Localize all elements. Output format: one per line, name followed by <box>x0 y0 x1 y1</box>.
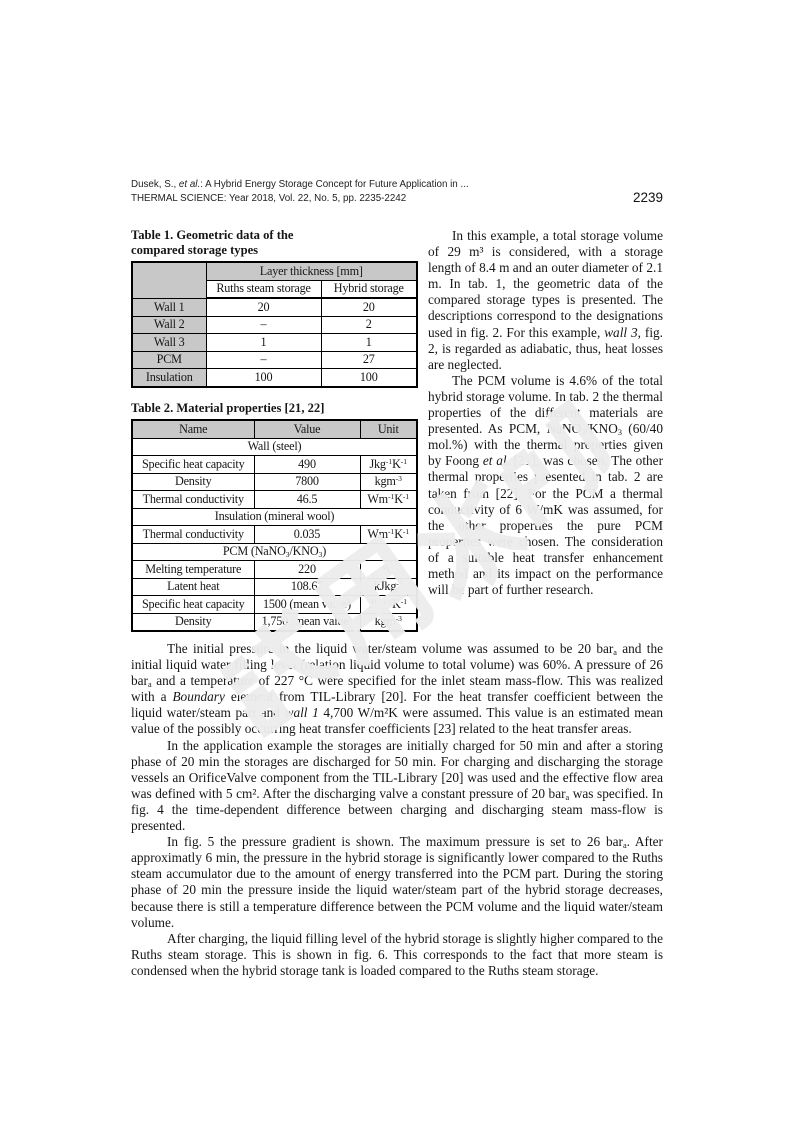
table1-caption-line2: compared storage types <box>131 242 259 257</box>
property-name-cell: Specific heat capacity <box>132 456 254 474</box>
table-row <box>132 561 417 579</box>
property-unit-cell: kgm$^{-3}$ <box>360 613 417 631</box>
table-row <box>132 298 417 316</box>
table-cell: 100 <box>321 369 417 387</box>
row-label-cell: Wall 2 <box>132 316 206 334</box>
section-header-cell: Insulation (mineral wool) <box>132 508 417 526</box>
table-material-properties <box>131 419 418 632</box>
running-header <box>131 178 663 205</box>
property-name-cell: Thermal conductivity <box>132 491 254 509</box>
property-value-cell: 220 <box>254 561 360 579</box>
property-value-cell: 1500 (mean value) <box>254 596 360 614</box>
right-column-paragraph: The PCM volume is 4.6% of the total hybrid storage volume. In tab. 2 the thermal properties of the different materials are presented. As PCM, NaNO3/KNO3 (60/40 mol.%) with the thermal properties given by Foong et al. [21], was chosen. The other thermal properties presented in tab. 2 are taken from [22]. For the PCM a thermal conductivity of 6 W/mK was assumed, for the other properties the pure PCM properties were chosen. The consideration of a suitable heat transfer enhancement method and its impact on the performance will be part of further research. <box>428 372 664 598</box>
table1-caption <box>131 228 416 257</box>
table-cell: 1 <box>206 334 321 352</box>
property-unit-cell: °C <box>360 561 417 579</box>
table-header-cell: Ruths steam storage <box>206 280 321 298</box>
table-row <box>132 369 417 387</box>
body-paragraph: In fig. 5 the pressure gradient is shown. The maximum pressure is set to 26 bara. After approximatly 6 min, the pressure in the hybrid storage is significantly lower compared to the Ruths steam accumulator due to the amount of energy transferred into the PCM part. During the storing phase of 20 min the pressure inside the liquid water/steam part of the hybrid storage decreases, because there is still a temperature difference between the PCM volume and the liquid water/steam volume. <box>131 834 663 930</box>
row-label-cell: Insulation <box>132 369 206 387</box>
row-label-cell: Wall 1 <box>132 298 206 316</box>
body-paragraph: The initial pressure in the liquid water/steam volume was assumed to be 20 bara and the initial liquid water filling level (relation liquid volume to total volume) was 60%. A pressure of 26 bara and a temperature of 227 °C were specified for the inlet steam mass-flow. This was realized with a Boundary element from TIL-Library [20]. For the heat transfer coefficient between the liquid water/steam part and wall 1 4,700 W/m²K were assumed. This value is an estimated mean value of the possibly occurring heat transfer coefficients [23] related to the heat transfer areas. <box>131 641 663 737</box>
right-column-paragraph: In this example, a total storage volume of 29 m³ is considered, with a storage length of 8.4 m and an outer diameter of 2.1 m. In tab. 1, the geometric data of the compared storage types is presented. The descriptions correspond to the designations used in fig. 2. For this example, wall 3, fig. 2, is regarded as adiabatic, thus, heat losses are neglected. <box>428 228 663 372</box>
table-header-cell: Unit <box>360 420 417 438</box>
table-section-row <box>132 438 417 456</box>
body-paragraph: In the application example the storages are initially charged for 50 min and after a storing phase of 20 min the storages are discharged for 50 min. For charging and discharging the storage vessels an OrificeValve component from the TIL-Library [20] was used and the effective flow area was defined with 5 cm². After the discharging valve a constant pressure of 20 bara was specified. In fig. 4 the time-dependent difference between charging and discharging steam mass-flow is presented. <box>131 737 663 834</box>
property-unit-cell: kJkg$^{-1}$ <box>360 578 417 596</box>
header-journal-line: THERMAL SCIENCE: Year 2018, Vol. 22, No. 5, pp. 2235-2242 <box>131 192 407 204</box>
table-corner-cell <box>132 262 206 298</box>
table-cell: 100 <box>206 369 321 387</box>
table-header-cell: Hybrid storage <box>321 280 417 298</box>
table-cell: 1 <box>321 334 417 352</box>
table-row <box>132 473 417 491</box>
table-row <box>132 596 417 614</box>
property-value-cell: 490 <box>254 456 360 474</box>
property-value-cell: 46.5 <box>254 491 360 509</box>
two-column-zone <box>131 228 663 632</box>
property-name-cell: Melting temperature <box>132 561 254 579</box>
property-name-cell: Latent heat <box>132 578 254 596</box>
section-header-cell: PCM (NaNO3/KNO3) <box>132 543 417 561</box>
table-row <box>132 351 417 369</box>
body-text-block <box>131 641 663 979</box>
journal-page <box>131 178 663 979</box>
table-row <box>132 456 417 474</box>
table-cell: – <box>206 316 321 334</box>
table-row <box>132 262 417 280</box>
table-row <box>132 316 417 334</box>
tables-column <box>131 228 416 632</box>
property-unit-cell: $Wm^{-1}K^{-1}$ <box>360 526 417 544</box>
property-unit-cell: $Jkg^{-1}K^{-1}$ <box>360 456 417 474</box>
table-cell: – <box>206 351 321 369</box>
table-cell: 27 <box>321 351 417 369</box>
property-name-cell: Density <box>132 473 254 491</box>
table-header-cell: Value <box>254 420 360 438</box>
section-header-cell: Wall (steel) <box>132 438 417 456</box>
property-name-cell: Specific heat capacity <box>132 596 254 614</box>
property-value-cell: 108.67 <box>254 578 360 596</box>
property-name-cell: Thermal conductivity <box>132 526 254 544</box>
table1-caption-line1: Table 1. Geometric data of the <box>131 228 294 242</box>
body-paragraph: After charging, the liquid filling level of the hybrid storage is slightly higher compared to the Ruths steam storage. This is shown in fig. 6. This corresponds to the fact that more steam is condensed when the hybrid storage tank is loaded compared to the Ruths steam storage. <box>131 930 663 978</box>
right-text-column <box>428 228 663 632</box>
table-cell: 20 <box>321 298 417 316</box>
page-number: 2239 <box>632 190 663 205</box>
table2-caption: Table 2. Material properties [21, 22] <box>131 400 325 415</box>
header-authors-line: Dusek, S., et al.: A Hybrid Energy Storage Concept for Future Application in ... <box>131 179 469 190</box>
property-unit-cell: kgm$^{-3}$ <box>360 473 417 491</box>
table-geometric-data <box>131 261 418 388</box>
table-row <box>132 613 417 631</box>
table-row <box>132 334 417 352</box>
property-unit-cell: $Jkg^{-1}K^{-1}$ <box>360 596 417 614</box>
table-section-row <box>132 543 417 561</box>
property-unit-cell: $Wm^{-1}K^{-1}$ <box>360 491 417 509</box>
property-value-cell: 7800 <box>254 473 360 491</box>
property-name-cell: Density <box>132 613 254 631</box>
table-row <box>132 491 417 509</box>
table-header-cell: Name <box>132 420 254 438</box>
table-cell: 2 <box>321 316 417 334</box>
row-label-cell: Wall 3 <box>132 334 206 352</box>
property-value-cell: 0.035 <box>254 526 360 544</box>
table-row <box>132 420 417 438</box>
table-cell: 20 <box>206 298 321 316</box>
table-group-header-cell: Layer thickness [mm] <box>206 262 417 280</box>
table-row <box>132 526 417 544</box>
row-label-cell: PCM <box>132 351 206 369</box>
property-value-cell: 1,750 (mean value) <box>254 613 360 631</box>
table-section-row <box>132 508 417 526</box>
table-row <box>132 578 417 596</box>
